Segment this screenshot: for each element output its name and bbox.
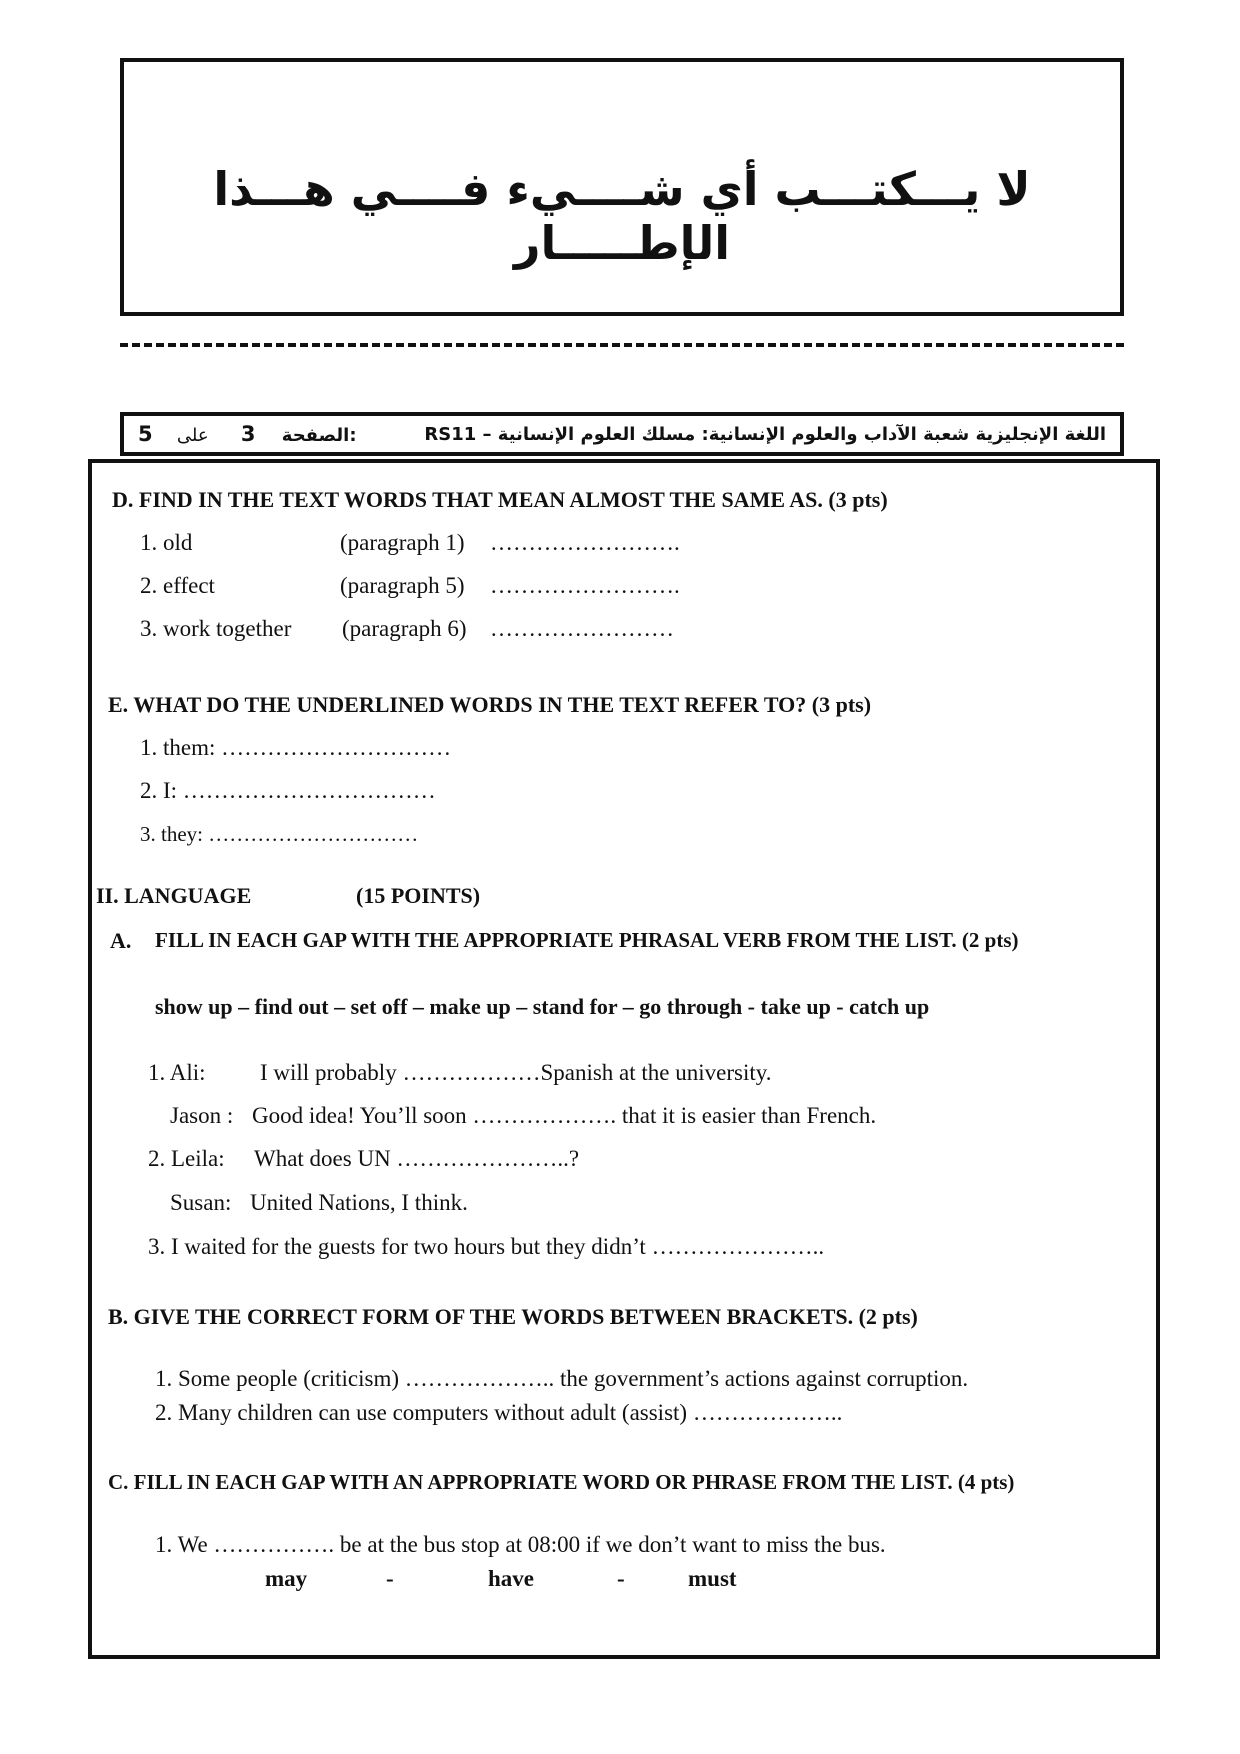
phrasal-verb-list: show up – find out – set off – make up – stand for – go through - take up - catch up	[155, 994, 930, 1019]
section-c-item-1[interactable]: 1. We ……………. be at the bus stop at 08:00 if we don’t want to miss the bus.	[155, 1532, 886, 1557]
do-not-write-box	[120, 58, 1124, 316]
section-d-word-3: 3. work together	[140, 616, 292, 641]
section-d-ref-3: (paragraph 6)	[342, 616, 467, 641]
section-d-word-2: 2. effect	[140, 573, 215, 598]
option-may: may	[265, 1566, 308, 1591]
dialogue-speaker-susan: Susan:	[170, 1190, 232, 1215]
page-number: 3	[240, 422, 256, 446]
section-d-blank-2[interactable]: …………………….	[490, 573, 680, 598]
dialogue-speaker-jason: Jason :	[170, 1103, 234, 1128]
section-e-item-3[interactable]: 3. they: …………………………	[140, 822, 419, 846]
option-separator-1: -	[386, 1566, 394, 1591]
language-section-points: (15 POINTS)	[356, 883, 481, 908]
dialogue-line-leila[interactable]: What does UN …………………..?	[254, 1146, 580, 1171]
section-d-blank-3[interactable]: ……………………	[490, 616, 674, 641]
of-label: على	[176, 425, 209, 446]
section-a-title: FILL IN EACH GAP WITH THE APPROPRIATE PHRASAL VERB FROM THE LIST. (2 pts)	[155, 928, 1019, 952]
page-label: الصفحة:	[281, 425, 357, 446]
section-b-item-2[interactable]: 2. Many children can use computers without adult (assist) ………………..	[155, 1400, 843, 1425]
section-c-title: C. FILL IN EACH GAP WITH AN APPROPRIATE WORD OR PHRASE FROM THE LIST. (4 pts)	[108, 1470, 1015, 1494]
section-d-word-1: 1. old	[140, 530, 193, 555]
section-e-item-1[interactable]: 1. them: …………………………	[140, 735, 452, 760]
exam-header	[120, 412, 1124, 456]
section-d-blank-1[interactable]: …………………….	[490, 530, 680, 555]
section-d-ref-2: (paragraph 5)	[340, 573, 465, 598]
section-a-letter: A.	[110, 928, 132, 953]
option-separator-2: -	[617, 1566, 625, 1591]
section-b-title: B. GIVE THE CORRECT FORM OF THE WORDS BETWEEN BRACKETS. (2 pts)	[108, 1304, 918, 1329]
language-section-title: II. LANGUAGE	[96, 883, 252, 908]
section-e-item-2[interactable]: 2. I: ……………………………	[140, 778, 436, 803]
dialogue-line-susan: United Nations, I think.	[250, 1190, 468, 1215]
section-d-title: D. FIND IN THE TEXT WORDS THAT MEAN ALMOST THE SAME AS. (3 pts)	[112, 487, 888, 512]
total-pages: 5	[138, 422, 153, 446]
dialogue-line-jason[interactable]: Good idea! You’ll soon ………………. that it is easier than French.	[252, 1103, 877, 1128]
section-a-item-3[interactable]: 3. I waited for the guests for two hours but they didn’t …………………..	[148, 1234, 825, 1259]
option-have: have	[488, 1566, 534, 1591]
option-must: must	[688, 1566, 737, 1591]
section-b-item-1[interactable]: 1. Some people (criticism) ……………….. the government’s actions against corruption.	[155, 1366, 969, 1391]
dialogue-line-ali[interactable]: I will probably ………………Spanish at the university.	[260, 1060, 772, 1085]
section-d-ref-1: (paragraph 1)	[340, 530, 465, 555]
exam-subject: اللغة الإنجليزية شعبة الآداب والعلوم الإنسانية: مسلك العلوم الإنسانية – RS11	[424, 424, 1106, 445]
do-not-write-notice: لا يـــكتـــب أي شــــيء فــــي هـــذا الإطـــــار	[213, 162, 1031, 270]
page-indicator	[138, 422, 357, 446]
section-e-title: E. WHAT DO THE UNDERLINED WORDS IN THE TEXT REFER TO? (3 pts)	[108, 692, 872, 717]
dialogue-speaker-ali: 1. Ali:	[148, 1060, 206, 1085]
dialogue-speaker-leila: 2. Leila:	[148, 1146, 225, 1171]
cut-line-separator	[120, 343, 1124, 347]
